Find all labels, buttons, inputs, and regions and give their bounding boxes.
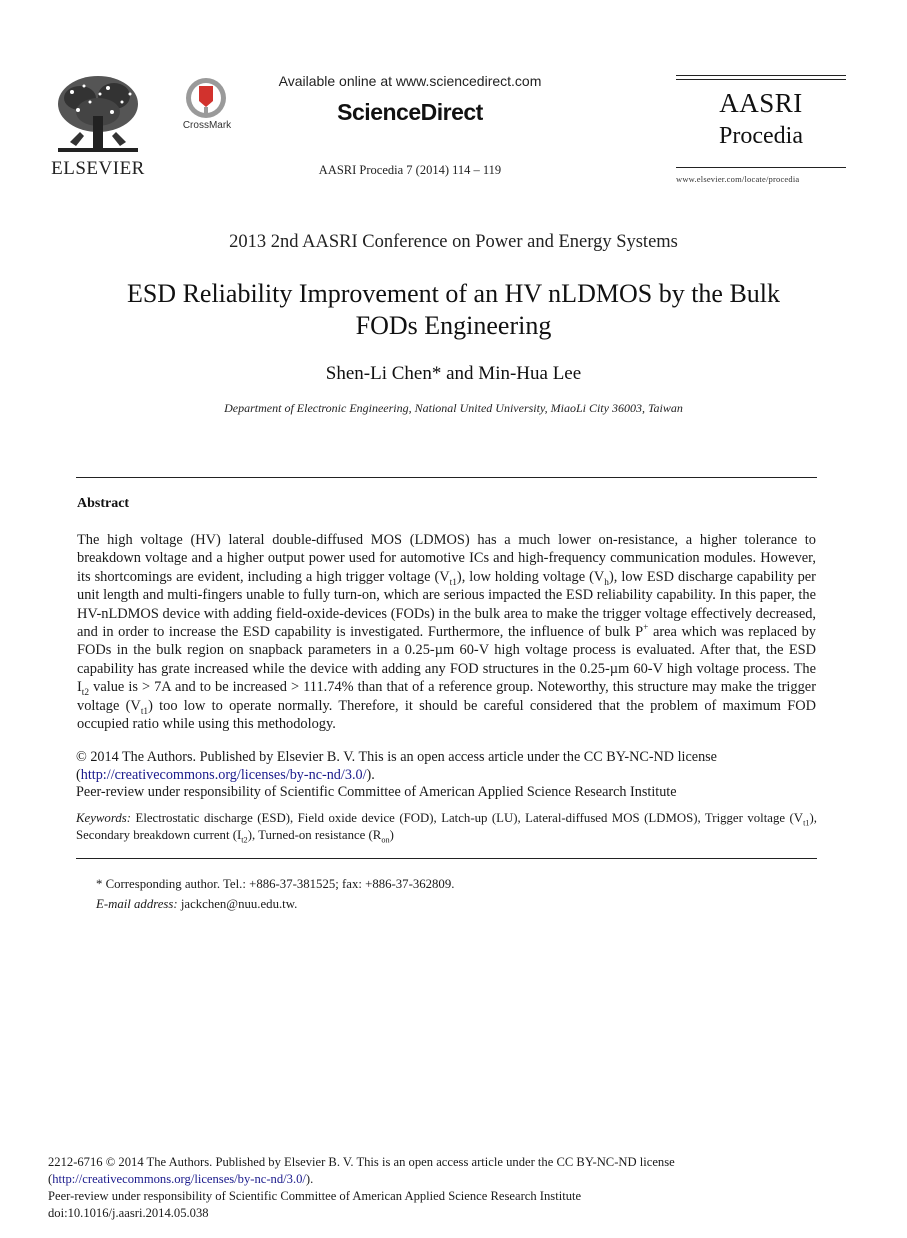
footer-link-line: (http://creativecommons.org/licenses/by-nc-nd/3.0/). [48,1172,314,1186]
journal-box-bottom-rule [676,167,846,168]
journal-url[interactable]: www.elsevier.com/locate/procedia [676,174,800,184]
elsevier-wordmark: ELSEVIER [51,158,145,179]
journal-name-line1: AASRI [719,88,803,118]
abstract-sub-h: h [604,577,609,588]
crossmark-icon [178,76,236,120]
available-online-text: Available online at www.sciencedirect.com [278,73,542,89]
abstract-text-5: value is > 7A and to be increased > 111.74% than that of a reference group. Noteworthy, this structure may make the trigger voltage (V [77,679,816,714]
license-link[interactable]: http://creativecommons.org/licenses/by-nc-nd/3.0/ [80,766,367,783]
title-separator [76,477,817,478]
footer-issn-line: 2212-6716 © 2014 The Authors. Published by Elsevier B. V. This is an open access article under the CC BY-NC-ND license [48,1155,675,1169]
paper-title-line1: ESD Reliability Improvement of an HV nLDMOS by the Bulk [126,279,781,308]
license-link-line: (http://creativecommons.org/licenses/by-nc-nd/3.0/). [76,766,375,783]
crossmark-label: CrossMark [182,120,232,131]
email-label: E-mail address: [96,897,178,911]
license-block [76,749,821,802]
footer-doi[interactable]: doi:10.1016/j.aasri.2014.05.038 [48,1206,209,1220]
crossmark-badge[interactable] [178,76,236,134]
abstract-text-3: ), low ESD discharge capability per unit length and multi-fingers unable to fully turn-on, which are serious impacted the ESD reliability capability. In this paper, the HV-nLDMOS device with adding field-oxide-devices (FODs) in the bulk area to make the trigger voltage effectively decreased, and in order to increase the ESD capability is investigated. Furthermore, the influence of bulk P [77,568,816,641]
abstract-text-2: ), low holding voltage (V [456,568,605,585]
page-footer [48,1154,808,1222]
email-address[interactable]: jackchen@nuu.edu.tw. [177,897,298,911]
abstract-text-6: ) too low to operate normally. Therefore, it should be careful considered that the problem of maximum FOD occupied ratio while using this methodology. [77,697,817,733]
peer-review-line: Peer-review under responsibility of Scientific Committee of American Applied Science Research Institute [76,784,677,801]
paper-title-line2: FODs Engineering [355,311,552,340]
abstract-heading: Abstract [77,496,130,511]
abstract-text-1: The high voltage (HV) lateral double-diffused MOS (LDMOS) has a much lower on-resistance, a higher tolerance to breakdown voltage and a higher output power used for automotive ICs and high-frequency communication modules. However, its shortcomings are evident, including a high trigger voltage (V [77,532,816,585]
email-note [96,897,297,912]
journal-name-line2: Procedia [719,123,803,149]
abstract-sub-t1b: t1 [140,706,149,717]
corresponding-author-note: * Corresponding author. Tel.: +886-37-381525; fax: +886-37-362809. [96,877,455,891]
journal-box-top-rule [676,75,846,76]
abstract-body [77,531,816,733]
abstract-sub-t1: t1 [449,577,457,588]
elsevier-tree-icon [50,72,146,156]
abstract-sup-plus: + [643,623,649,634]
license-line: © 2014 The Authors. Published by Elsevier B. V. This is an open access article under the CC BY-NC-ND license [76,749,717,765]
elsevier-logo [50,72,146,180]
conference-name: 2013 2nd AASRI Conference on Power and Energy Systems [229,232,678,252]
abstract-text-4: area which was replaced by FODs in the bulk region on snapback parameters in a 0.25-µm 60-V high voltage process is evaluated. After that, the ESD capability has grate increased while the device with adding any FOD structures in the 0.25-µm 60-V high voltage process. The I [77,624,816,696]
keywords-block: Keywords: Electrostatic discharge (ESD), Field oxide device (FOD), Latch-up (LU), Lateral-diffused MOS (LDMOS), Trigger voltage $(V_{t1})$, Secondary breakdown current $(I_{t2})$, Turned-on resistance $(R_{on})$ [76,811,817,845]
keywords-label: Keywords: [76,811,131,825]
keywords-separator [76,858,817,859]
journal-citation: AASRI Procedia 7 (2014) 114 – 119 [318,163,502,177]
authors: Shen-Li Chen* and Min-Hua Lee [325,363,582,384]
affiliation: Department of Electronic Engineering, National United University, MiaoLi City 36003, Taiwan [224,401,683,415]
journal-box-top-rule-2 [676,79,846,80]
sciencedirect-brand: ScienceDirect [337,99,483,125]
footer-peer-review: Peer-review under responsibility of Scientific Committee of American Applied Science Research Institute [48,1189,582,1203]
abstract-sub-t2: t2 [81,688,90,699]
footer-license-link[interactable]: http://creativecommons.org/licenses/by-nc-nd/3.0/ [52,1172,306,1186]
